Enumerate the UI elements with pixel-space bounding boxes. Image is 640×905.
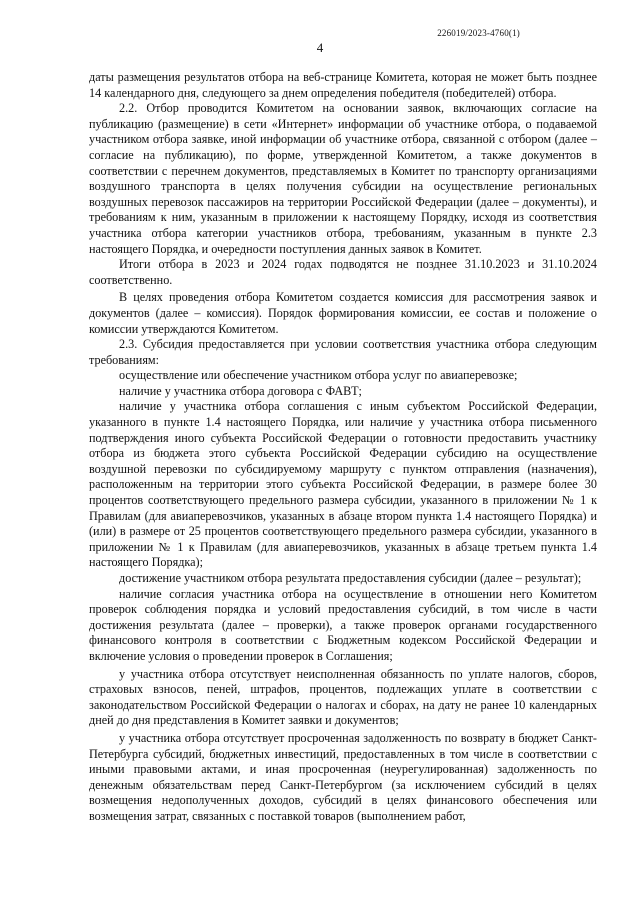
document-registration-number: 226019/2023-4760(1) [437, 28, 520, 38]
paragraph-commission: В целях проведения отбора Комитетом создается комиссия для рассмотрения заявок и документов (далее – комиссия). Порядок формирования комиссии, ее состав и положение о комиссии утверждаются Комитетом. [89, 290, 597, 336]
document-body [89, 70, 597, 825]
requirement-air-transport-services: осуществление или обеспечение участником отбора услуг по авиаперевозке; [119, 368, 518, 383]
requirement-favt-contract: наличие у участника отбора договора с ФАВТ; [119, 383, 362, 398]
paragraph-2-2-selection-basis: 2.2. Отбор проводится Комитетом на основании заявок, включающих согласие на публикацию (размещение) в сети «Интернет» информации об участнике отбора, о подаваемой участником отбора заявке, иной информации об участнике отбора, связанной с отбором (далее – согласие на публикацию), по форме, утвержденной Комитетом, а также документов в соответствии с перечнем документов, представляемых в Комитет по транспорту организациями воздушного транспорта в целях получения субсидии на осуществление региональных воздушных перевозок пассажиров на территории Российской Федерации (далее – документы), и требованиям к ним, указанным в приложении к настоящему Порядку, исходя из соответствия участника отбора категории участников отбора, требованиям, указанным в пункте 2.3 настоящего Порядка, и очередности поступления данных заявок в Комитет. [89, 101, 597, 256]
page-number: 4 [316, 40, 324, 55]
paragraph-selection-results-deadline: Итоги отбора в 2023 и 2024 годах подводятся не позднее 31.10.2023 и 31.10.2024 соответственно. [89, 257, 597, 287]
paragraph-2-3-requirements: 2.3. Субсидия предоставляется при условии соответствия участника отбора следующим требованиям: [89, 337, 597, 367]
requirement-region-agreement: наличие у участника отбора соглашения с иным субъектом Российской Федерации, указанного в пункте 1.4 настоящего Порядка, или наличие у участника отбора письменного подтверждения иного субъекта Российской Федерации о готовности предоставить участнику отбора из бюджета этого субъекта Российской Федерации субсидию на осуществление воздушной перевозки по субсидируемому маршруту с пунктом отправления (назначения), расположенным на территории этого субъекта Российской Федерации, в размере более 30 процентов соответствующего предельного размера субсидии, указанного в приложении № 1 к Правилам (для авиаперевозчиков, указанных в абзаце втором пункта 1.4 настоящего Порядка) и (или) в размере от 25 процентов соответствующего предельного размера субсидии, указанного в приложении № 1 к Правилам (для авиаперевозчиков, указанных в абзаце третьем пункта 1.4 настоящего Порядка); [89, 399, 597, 570]
requirement-no-overdue-debt: у участника отбора отсутствует просроченная задолженность по возврату в бюджет Санкт-Петербурга субсидий, бюджетных инвестиций, предоставленных в том числе в соответствии с иными правовыми актами, и иная просроченная (неурегулированная) задолженность по денежным обязательствам перед Санкт-Петербургом (за исключением субсидий в целях возмещения недополученных доходов, субсидий в целях финансового обеспечения или возмещения затрат, связанных с поставкой товаров (выполнением работ, [89, 730, 597, 823]
paragraph-publication-date: даты размещения результатов отбора на веб-странице Комитета, которая не может быть позднее 14 календарного дня, следующего за днем определения победителя (победителей) отбора. [89, 70, 597, 100]
requirement-no-tax-debt: у участника отбора отсутствует неисполненная обязанность по уплате налогов, сборов, страховых взносов, пеней, штрафов, процентов, подлежащих уплате в соответствии с законодательством Российской Федерации о налогах и сборах, на дату не ранее 10 календарных дней до дня представления в Комитет заявки и документов; [89, 666, 597, 728]
requirement-inspection-consent: наличие согласия участника отбора на осуществление в отношении него Комитетом проверок соблюдения порядка и условий предоставления субсидий, в том числе в части достижения результата (далее – проверки), а также проверок органами государственного финансового контроля в соответствии с Бюджетным кодексом Российской Федерации и включение условия о проведении проверок в Соглашения; [89, 586, 597, 663]
requirement-result-achievement: достижение участником отбора результата предоставления субсидии (далее – результат); [119, 571, 582, 585]
